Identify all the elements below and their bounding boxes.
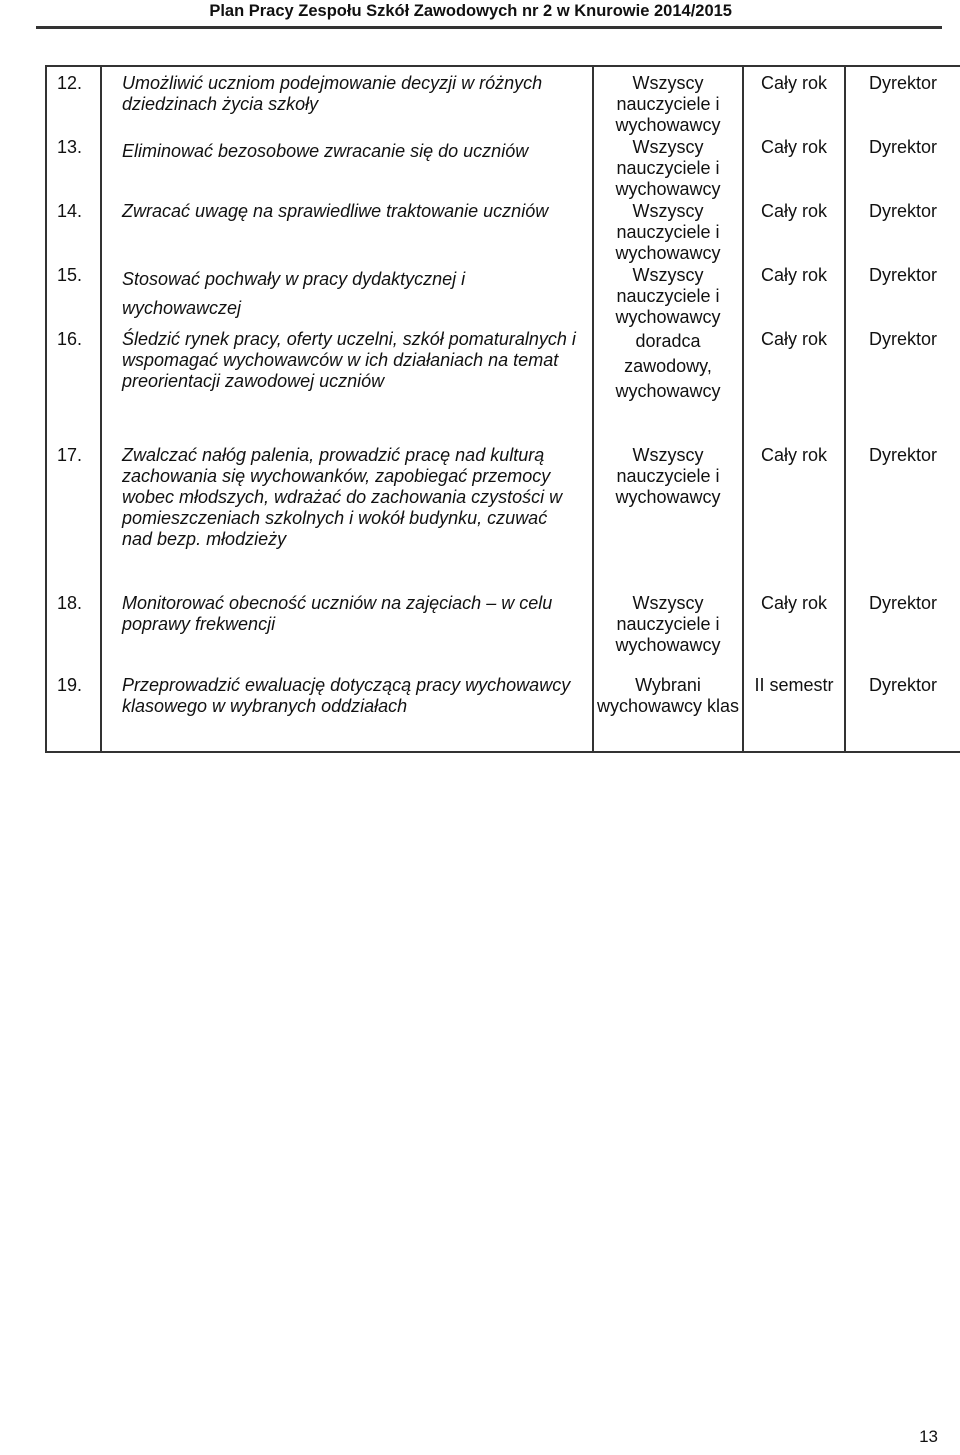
who-text: Wszyscy nauczyciele i wychowawcy [615,265,721,327]
row-number: 13. [46,137,101,201]
row-number: 16. [46,329,101,427]
term-cell: Cały rok [743,593,845,675]
responsible-group-cell [593,675,743,752]
task-text: Umożliwić uczniom podejmowanie decyzji w różnych dziedzinach życia szkoły [122,73,543,114]
task-text: Zwalczać nałóg palenia, prowadzić pracę nad kulturą zachowania się wychowanków, zapobiegać przemocy wobec młodszych, wdrażać do zachowania czystości w pomieszczeniach szkolnych i wokół budynku, czuwać nad bezp. młodzieży [122,445,563,549]
task-cell [101,675,593,752]
supervisor-cell: Dyrektor [868,675,937,695]
who-text: Wszyscy nauczyciele i wychowawcy [615,137,721,199]
who-text: Wszyscy nauczyciele i wychowawcy [615,593,721,655]
row-number: 19. [46,675,101,752]
page-header-title: Plan Pracy Zespołu Szkół Zawodowych nr 2 w Knurowie 2014/2015 [209,2,732,20]
supervisor-cell: Dyrektor [868,593,937,613]
table-row [46,329,960,427]
task-text: Monitorować obecność uczniów na zajęciach – w celu poprawy frekwencji [122,593,553,634]
task-text: Zwracać uwagę na sprawiedliwe traktowanie uczniów [122,201,549,221]
supervisor-cell: Dyrektor [868,201,937,221]
term-cell: Cały rok [743,66,845,137]
table-row [46,66,960,137]
term-cell: Cały rok [743,329,845,427]
responsible-group-cell [593,329,743,427]
who-text: Wszyscy nauczyciele i wychowawcy [615,201,721,263]
table-row [46,137,960,201]
supervisor-cell: Dyrektor [868,329,937,349]
supervisor-cell: Dyrektor [868,265,937,285]
supervisor-cell: Dyrektor [868,137,937,157]
responsible-group-cell [593,593,743,675]
task-cell [101,66,593,137]
responsible-group-cell [593,137,743,201]
term-cell: Cały rok [743,427,845,593]
table-row [46,265,960,329]
who-text: doradca zawodowy, wychowawcy [615,331,721,401]
row-number: 14. [46,201,101,265]
row-number: 15. [46,265,101,329]
table-row [46,201,960,265]
task-cell [101,201,593,265]
term-cell: Cały rok [743,201,845,265]
table-row [46,675,960,752]
supervisor-cell: Dyrektor [868,445,937,465]
responsible-group-cell [593,427,743,593]
table-row [46,593,960,675]
task-cell [101,593,593,675]
row-number: 17. [46,427,101,593]
task-cell [101,427,593,593]
row-number: 18. [46,593,101,675]
header-divider [36,26,942,29]
who-text: Wszyscy nauczyciele i wychowawcy [615,73,721,135]
table-row [46,427,960,593]
task-cell [101,137,593,201]
supervisor-cell: Dyrektor [868,73,937,93]
plan-table [45,65,960,753]
responsible-group-cell [593,66,743,137]
responsible-group-cell [593,265,743,329]
task-text: Śledzić rynek pracy, oferty uczelni, szkół pomaturalnych i wspomagać wychowawców w ich działaniach na temat preorientacji zawodowej uczniów [122,329,576,391]
task-text: Stosować pochwały w pracy dydaktycznej i wychowawczej [122,269,466,318]
task-text: Przeprowadzić ewaluację dotyczącą pracy wychowawcy klasowego w wybranych oddziałach [122,675,571,716]
who-text: Wszyscy nauczyciele i wychowawcy [615,445,721,507]
task-cell [101,265,593,329]
term-cell: Cały rok [743,137,845,201]
task-cell [101,329,593,427]
page-number: 13 [919,1427,938,1446]
term-cell: II semestr [743,675,845,752]
who-text: Wybrani wychowawcy klas [596,675,740,716]
row-number: 12. [46,66,101,137]
task-text: Eliminować bezosobowe zwracanie się do uczniów [122,141,529,161]
responsible-group-cell [593,201,743,265]
term-cell: Cały rok [743,265,845,329]
